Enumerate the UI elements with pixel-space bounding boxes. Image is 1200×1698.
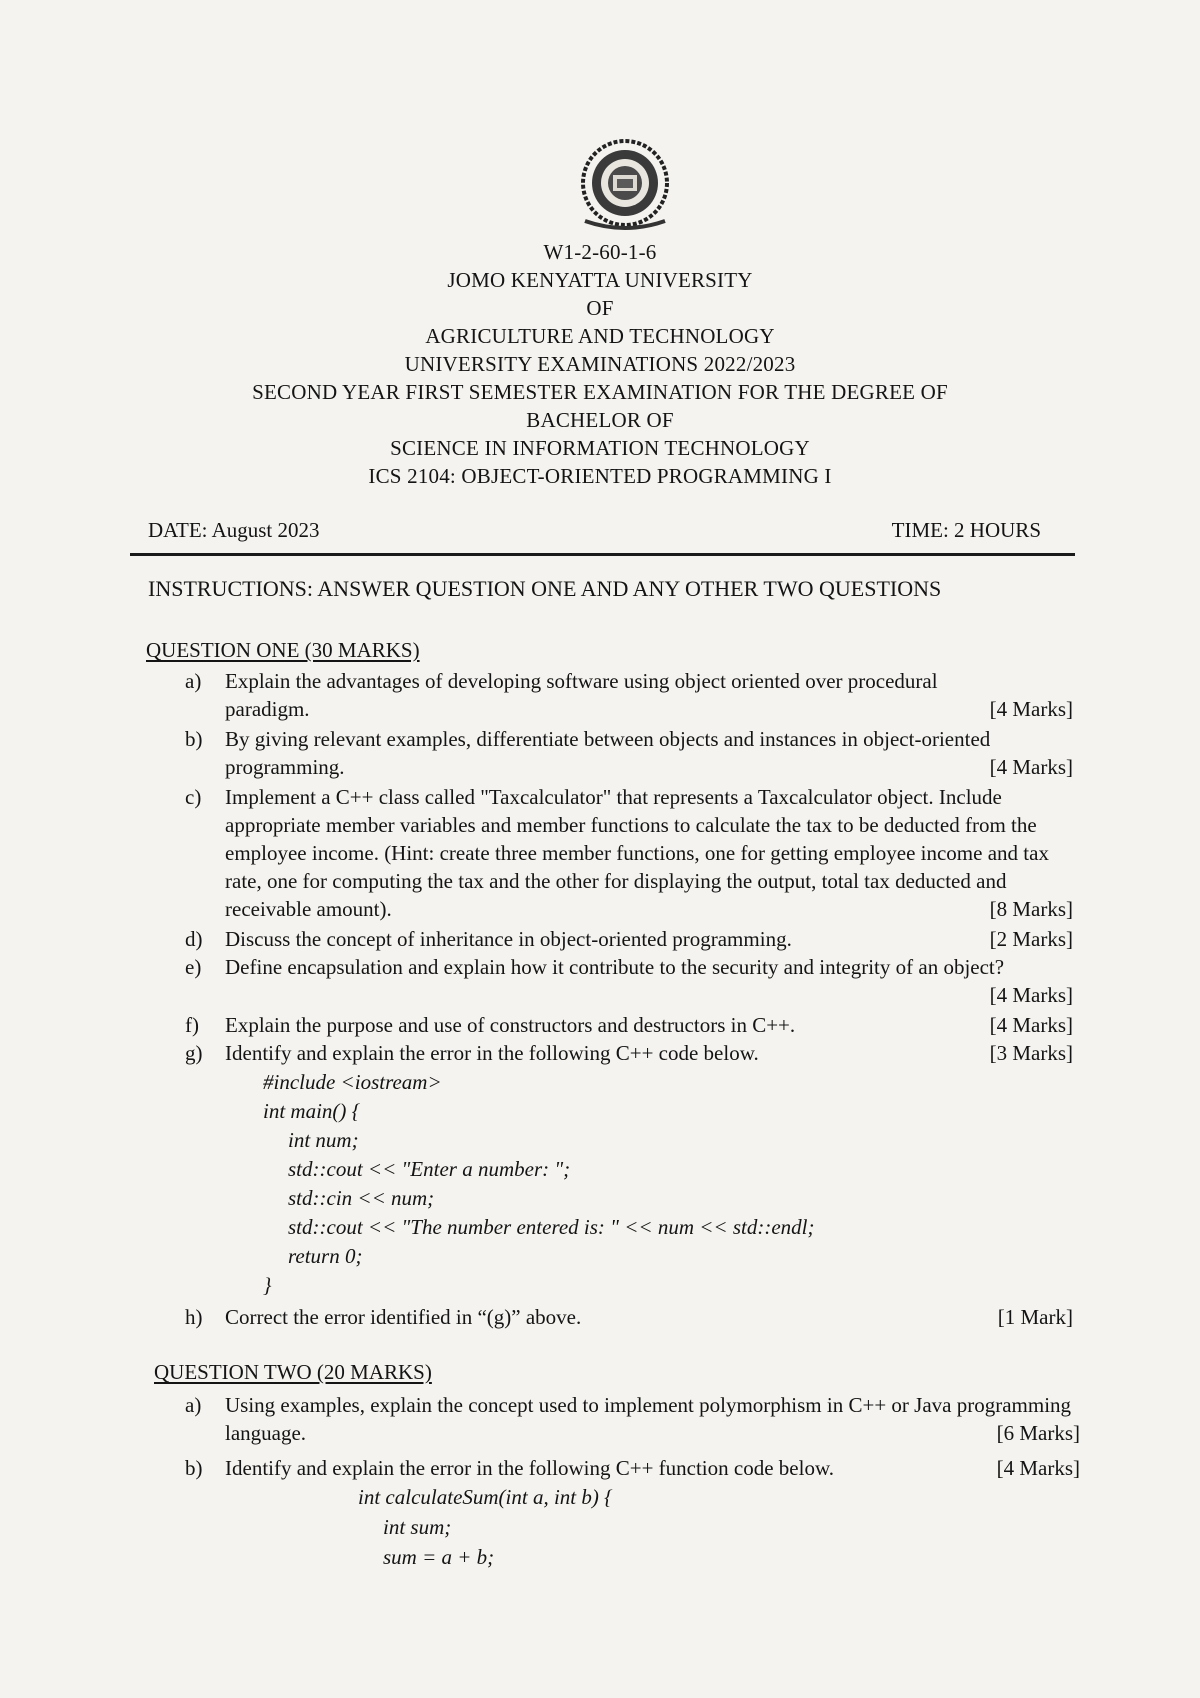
q1-item-f: [185, 1011, 1073, 1039]
q2-item-b: [185, 1454, 1080, 1482]
item-text: Identify and explain the error in the following C++ code below.: [225, 1041, 759, 1065]
item-label: a): [185, 669, 202, 693]
item-text: Identify and explain the error in the following C++ function code below.: [225, 1456, 834, 1480]
code-line: std::cout << "The number entered is: " << num << std::endl;: [288, 1215, 815, 1239]
item-label: f): [185, 1013, 199, 1037]
item-text: Using examples, explain the concept used to implement polymorphism in C++ or Java programming language.: [225, 1393, 1072, 1445]
item-label: e): [185, 955, 202, 979]
q1-item-c: [185, 783, 1073, 923]
faculty-name: AGRICULTURE AND TECHNOLOGY: [425, 324, 775, 348]
code-line: }: [263, 1273, 272, 1297]
q1-item-d: [185, 925, 1073, 953]
exam-duration: TIME: 2 HOURS: [891, 518, 1041, 542]
q1-item-a: [185, 667, 1073, 723]
item-marks: [4 Marks]: [989, 983, 1073, 1007]
code-line: return 0;: [288, 1244, 363, 1268]
item-marks: [2 Marks]: [989, 927, 1073, 951]
exam-header: [0, 238, 1200, 490]
q2-item-a: [185, 1391, 1080, 1447]
item-marks: [1 Mark]: [997, 1305, 1073, 1329]
university-name: JOMO KENYATTA UNIVERSITY: [447, 268, 753, 292]
paper-code: W1-2-60-1-6: [543, 240, 657, 264]
item-marks: [4 Marks]: [996, 1456, 1080, 1480]
q1-item-b: [185, 725, 1073, 781]
q1-item-h: [185, 1303, 1073, 1331]
item-text: Implement a C++ class called "Taxcalculator" that represents a Taxcalculator object. Include appropriate member variables and member functions to calculate the tax to be deducted from the employee income. (Hint: create three member functions, one for getting employee income and tax rate, one for computing the tax and the other for displaying the output, total tax deducted and receivable amount).: [225, 785, 1049, 921]
item-text: Explain the purpose and use of constructors and destructors in C++.: [225, 1013, 796, 1037]
item-text: By giving relevant examples, differentiate between objects and instances in object-oriented programming.: [225, 727, 991, 779]
item-text: Correct the error identified in “(g)” above.: [225, 1305, 582, 1329]
question-two-title: QUESTION TWO (20 MARKS): [154, 1360, 432, 1384]
item-text: Explain the advantages of developing software using object oriented over procedural paradigm.: [225, 669, 938, 721]
code-line: std::cin << num;: [288, 1186, 435, 1210]
q1-item-g: [185, 1039, 1073, 1067]
header-of: OF: [586, 296, 614, 320]
instructions: INSTRUCTIONS: ANSWER QUESTION ONE AND ANY OTHER TWO QUESTIONS: [148, 576, 942, 601]
date-time-row: [148, 518, 1041, 548]
year-line: SECOND YEAR FIRST SEMESTER EXAMINATION FOR THE DEGREE OF: [252, 380, 948, 404]
item-text: Discuss the concept of inheritance in object-oriented programming.: [225, 927, 792, 951]
code-line: int calculateSum(int a, int b) {: [358, 1485, 613, 1509]
item-marks: [6 Marks]: [996, 1421, 1080, 1445]
item-label: h): [185, 1305, 203, 1329]
item-marks: [4 Marks]: [989, 697, 1073, 721]
item-marks: [3 Marks]: [989, 1041, 1073, 1065]
code-line: sum = a + b;: [383, 1545, 495, 1569]
exam-date: DATE: August 2023: [148, 518, 320, 542]
item-label: b): [185, 727, 203, 751]
item-marks: [8 Marks]: [989, 897, 1073, 921]
course-title: ICS 2104: OBJECT-ORIENTED PROGRAMMING I: [368, 464, 832, 488]
item-label: a): [185, 1393, 202, 1417]
exam-session: UNIVERSITY EXAMINATIONS 2022/2023: [404, 352, 796, 376]
degree-line-2: SCIENCE IN INFORMATION TECHNOLOGY: [390, 436, 810, 460]
code-line: int main() {: [263, 1099, 361, 1123]
code-line: #include <iostream>: [263, 1070, 442, 1094]
item-marks: [4 Marks]: [989, 1013, 1073, 1037]
item-marks: [4 Marks]: [989, 755, 1073, 779]
code-line: int sum;: [383, 1515, 452, 1539]
code-line: int num;: [288, 1128, 359, 1152]
item-label: b): [185, 1456, 203, 1480]
item-label: c): [185, 785, 202, 809]
question-one-title: QUESTION ONE (30 MARKS): [146, 638, 420, 662]
item-label: g): [185, 1041, 203, 1065]
university-crest-logo: [575, 135, 675, 235]
header-divider: [130, 553, 1075, 556]
q1-item-e: [185, 953, 1073, 1009]
item-label: d): [185, 927, 203, 951]
degree-line-1: BACHELOR OF: [526, 408, 674, 432]
code-line: std::cout << "Enter a number: ";: [288, 1157, 571, 1181]
item-text: Define encapsulation and explain how it contribute to the security and integrity of an object?: [225, 955, 1005, 979]
